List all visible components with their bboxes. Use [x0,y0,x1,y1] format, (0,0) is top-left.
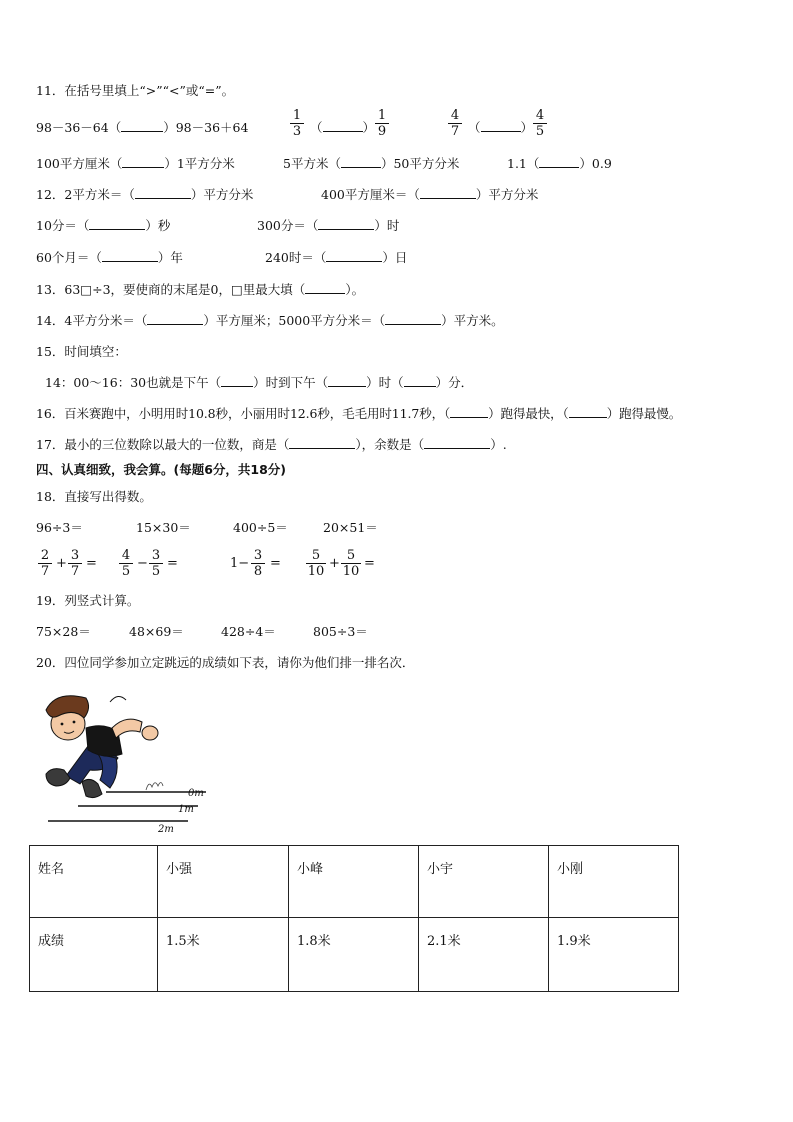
label-0m: 0m [188,788,204,799]
denominator: 9 [377,124,387,139]
q16-blank-2[interactable] [569,406,607,418]
q11-r2-b-right: ）50平方分米 [380,156,460,171]
q11-compare-1 [36,120,248,136]
q17-blank-1[interactable] [289,437,355,449]
denominator: 5 [535,124,545,139]
q12-r1-a-right: ）平方分米 [190,187,254,202]
q11-r2-c-right: ）0.9 [579,156,612,171]
fraction-4-7 [448,108,462,139]
score-table [29,845,679,992]
table-cell: 2.1米 [419,918,549,992]
q12-r3-a-right: ）年 [157,250,183,265]
q15-p3: ）时（ [366,375,404,390]
denominator: 10 [342,564,360,579]
q12-blank-5[interactable] [102,250,158,262]
q19-title: 19．列竖式计算。 [36,593,140,608]
numerator: 4 [533,108,547,124]
minus-sign: − [137,556,148,571]
q14-blank-1[interactable] [147,313,203,325]
q15-time [45,375,473,391]
q13-right: ）。 [345,282,365,297]
equals-sign: = [364,556,375,571]
q15-blank-3[interactable] [404,375,436,387]
fraction-1-3 [290,108,304,139]
q12-blank-1[interactable] [135,187,191,199]
q18-frac-d2 [341,548,361,579]
q19-item-3: 428÷4＝ [221,624,276,639]
table-row [30,918,679,992]
q12-r1-b-left: 400平方厘米＝（ [321,187,420,202]
plus-sign: + [329,556,340,571]
paren-right: ） [520,120,534,135]
q17-blank-2[interactable] [424,437,490,449]
q13-left: 13．63□÷3，要使商的末尾是0，□里最大填（ [36,282,306,297]
q11-r2-b-left: 5平方米（ [283,156,341,171]
q14-mid: ）平方厘米；5000平方分米＝（ [203,313,386,328]
denominator: 7 [450,124,460,139]
equals-sign: = [270,556,281,571]
q16-p3: ）跑得最慢。 [606,406,682,421]
q12-row-3a [36,250,183,266]
q11-blank-1[interactable] [121,120,163,132]
fraction-4-5 [533,108,547,139]
equals-sign: = [86,556,97,571]
q13 [36,282,364,298]
q12-row-1a [36,187,253,203]
denominator: 7 [40,564,50,579]
equals-sign: = [167,556,178,571]
q12-r1-b-right: ）平方分米 [475,187,539,202]
q14-right: ）平方米。 [441,313,504,328]
q11-title: 11．在括号里填上“>”“<”或“=”。 [36,83,235,98]
q18-item-1: 96÷3＝ [36,520,83,535]
q19-item-1: 75×28＝ [36,624,91,639]
q12-row-2b [257,218,399,234]
fraction-1-9 [375,108,389,139]
q11-compare-1-left: 98－36－64（ [36,120,122,135]
numerator: 3 [68,548,82,564]
section-4-title: 四、认真细致，我会算。(每题6分，共18分) [36,462,287,477]
q13-blank[interactable] [305,282,345,294]
q18-frac-a2 [68,548,82,579]
numerator: 1 [375,108,389,124]
q15-blank-1[interactable] [221,375,253,387]
one-minus: 1− [230,556,250,571]
denominator: 3 [292,124,302,139]
q16-p2: ）跑得最快，（ [488,406,569,421]
q12-blank-4[interactable] [318,218,374,230]
plus-sign: + [56,556,67,571]
numerator: 5 [306,548,326,564]
table-cell: 小峰 [289,846,419,918]
q12-blank-3[interactable] [89,218,145,230]
q11-row-2c [507,156,612,172]
table-cell: 姓名 [30,846,158,918]
q12-r2-a-right: ）秒 [145,218,171,233]
q12-blank-2[interactable] [420,187,476,199]
q18-item-2: 15×30＝ [136,520,191,535]
q12-row-3b [265,250,407,266]
q11-r2-a-left: 100平方厘米（ [36,156,123,171]
q15-p1: 14：00～16：30也就是下午（ [45,375,222,390]
q11-blank-5[interactable] [341,156,381,168]
q18-frac-c1 [251,548,265,579]
numerator: 4 [448,108,462,124]
denominator: 5 [121,564,131,579]
numerator: 5 [341,548,361,564]
q15-p4: ）分． [435,375,474,390]
q17-p2: ），余数是（ [355,437,425,452]
q18-title: 18．直接写出得数。 [36,489,152,504]
numerator: 2 [38,548,52,564]
q18-frac-d1 [306,548,326,579]
q18-frac-b2 [149,548,163,579]
q17-p3: ）. [490,437,507,452]
denominator: 7 [70,564,80,579]
numerator: 3 [149,548,163,564]
q17 [36,437,507,453]
q11-blank-6[interactable] [539,156,579,168]
q12-blank-6[interactable] [326,250,382,262]
table-cell: 1.5米 [158,918,289,992]
q15-p2: ）时到下午（ [253,375,329,390]
q14-left: 14．4平方分米＝（ [36,313,148,328]
table-cell: 1.9米 [549,918,679,992]
q12-row-2a [36,218,170,234]
q11-row-2b [283,156,459,172]
q18-item-3: 400÷5＝ [233,520,288,535]
denominator: 8 [253,564,263,579]
q14 [36,313,504,329]
label-2m: 2m [158,824,174,835]
q11-compare-1-right: ）98－36＋64 [163,120,249,135]
table-cell: 小强 [158,846,289,918]
q15-blank-2[interactable] [328,375,366,387]
q11-row-2 [36,156,235,172]
q19-item-2: 48×69＝ [129,624,184,639]
paren-left: （ [468,120,481,135]
table-row [30,846,679,918]
table-cell: 1.8米 [289,918,419,992]
q16-blank-1[interactable] [450,406,488,418]
q12-r2-b-left: 300分＝（ [257,218,319,233]
q11-blank-2[interactable] [323,120,363,132]
q18-frac-b1 [119,548,133,579]
label-1m: 1m [178,804,194,815]
q12-r3-b-right: ）日 [382,250,408,265]
q14-blank-2[interactable] [385,313,441,325]
denominator: 5 [151,564,161,579]
q15-title: 15．时间填空： [36,344,127,359]
q12-r2-a-left: 10分＝（ [36,218,90,233]
paren-right: ） [362,120,376,135]
q11-compare-2 [310,120,375,136]
q11-blank-4[interactable] [122,156,164,168]
q11-blank-3[interactable] [481,120,521,132]
q11-r2-c-left: 1.1（ [507,156,540,171]
q11-compare-3 [468,120,533,136]
numerator: 3 [251,548,265,564]
table-cell: 小刚 [549,846,679,918]
q16-p1: 16．百米赛跑中，小明用时10.8秒，小丽用时12.6秒，毛毛用时11.7秒，（ [36,406,451,421]
q12-r3-b-left: 240时＝（ [265,250,327,265]
q11-r2-a-right: ）1平方分米 [164,156,235,171]
q12-row-1b [321,187,538,203]
q16 [36,406,681,422]
table-cell: 成绩 [30,918,158,992]
paren-left: （ [310,120,323,135]
q12-r3-a-left: 60个月＝（ [36,250,102,265]
q12-r2-b-right: ）时 [374,218,400,233]
q20-title: 20．四位同学参加立定跳远的成绩如下表，请你为他们排一排名次． [36,655,415,670]
q18-item-4: 20×51＝ [323,520,378,535]
table-cell: 小宇 [419,846,549,918]
q12-r1-a-left: 12．2平方米＝（ [36,187,135,202]
numerator: 4 [119,548,133,564]
denominator: 10 [307,564,325,579]
q17-p1: 17．最小的三位数除以最大的一位数，商是（ [36,437,290,452]
q19-item-4: 805÷3＝ [313,624,368,639]
numerator: 1 [290,108,304,124]
q18-frac-a1 [38,548,52,579]
